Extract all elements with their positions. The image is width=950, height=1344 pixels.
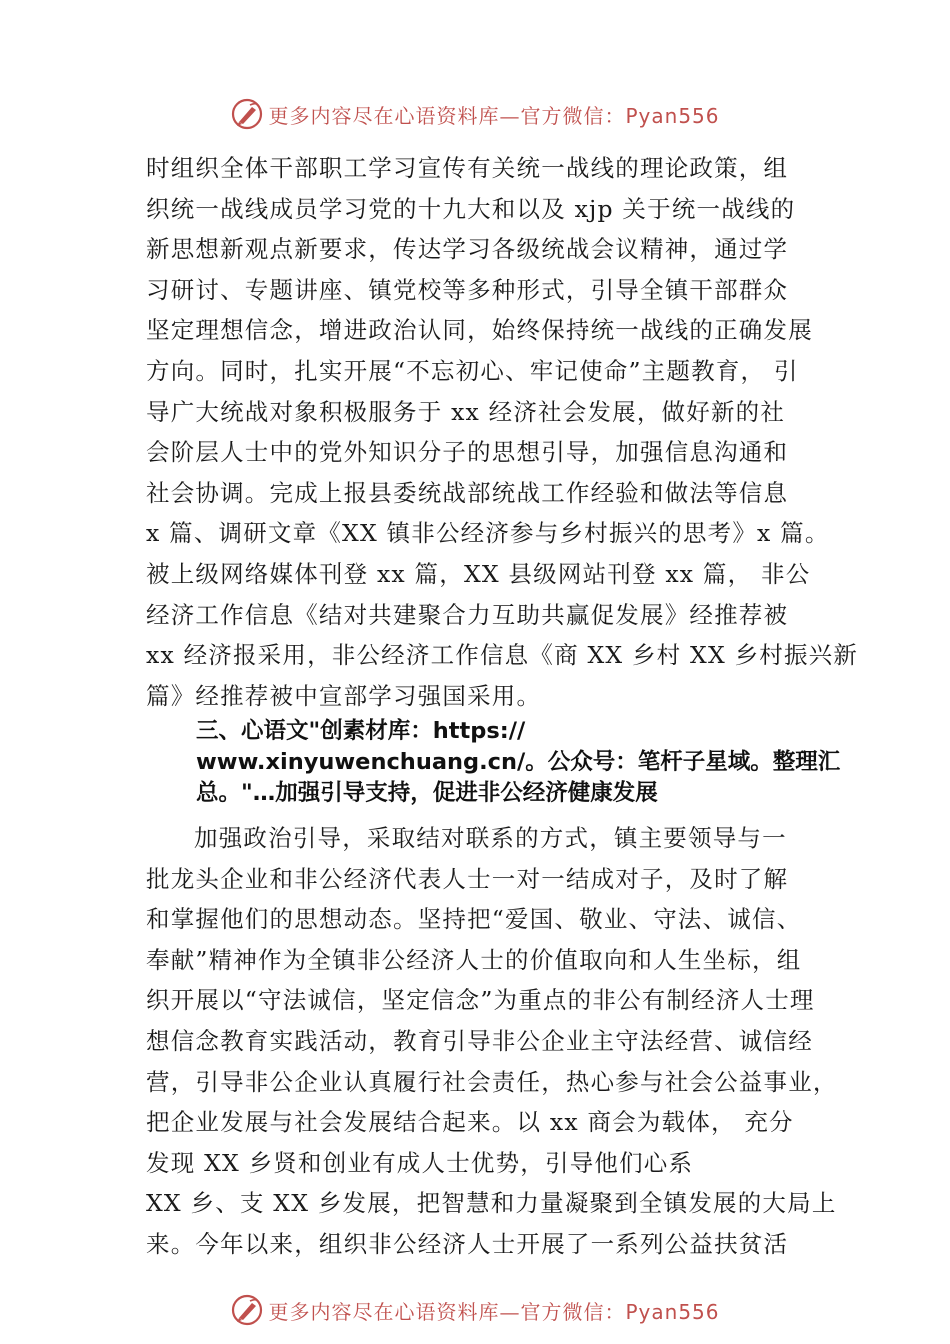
text-line: 织统一战线成员学习党的十九大和以及 xjp 关于统一战线的: [146, 194, 796, 223]
footer-watermark-text: 更多内容尽在心语资料库—官方微信：Pyan556: [268, 1299, 720, 1324]
text-line: xx 经济报采用，非公经济工作信息《商 XX 乡村 XX 乡村振兴新: [146, 641, 859, 670]
text-line: XX 乡、支 XX 乡发展，把智慧和力量凝聚到全镇发展的大局上: [146, 1189, 837, 1218]
header-watermark-text: 更多内容尽在心语资料库—官方微信：Pyan556: [268, 103, 720, 128]
heading-line: www.xinyuwenchuang.cn/。公众号：笔杆子星域。整理汇: [196, 749, 841, 775]
text-line: 新思想新观点新要求，传达学习各级统战会议精神，通过学: [146, 235, 789, 264]
pen-logo-icon: [230, 97, 264, 131]
heading-line: 三、心语文"创素材库：https://: [196, 718, 526, 744]
text-line: 营，引导非公企业认真履行社会责任，热心参与社会公益事业，: [146, 1067, 838, 1096]
text-line: 经济工作信息《结对共建聚合力互助共赢促发展》经推荐被: [146, 600, 789, 629]
text-line: 方向。同时，扎实开展“不忘初心、牢记使命”主题教育， 引: [146, 356, 799, 385]
pen-logo-icon: [230, 1293, 264, 1327]
text-line: 批龙头企业和非公经济代表人士一对一结成对子，及时了解: [146, 864, 789, 893]
text-line: 时组织全体干部职工学习宣传有关统一战线的理论政策，组: [146, 154, 789, 182]
text-line: 奉献”精神作为全镇非公经济人士的价值取向和人生坐标，组: [146, 945, 802, 974]
text-line: 和掌握他们的思想动态。坚持把“爱国、敬业、守法、诚信、: [146, 905, 802, 934]
section-heading: [196, 716, 856, 809]
text-line: 发现 XX 乡贤和创业有成人士优势，引导他们心系: [146, 1148, 694, 1177]
header-watermark-banner: [0, 94, 950, 134]
heading-line: 总。"…加强引导支持，促进非公经济健康发展: [196, 780, 658, 806]
text-line: 篇》经推荐被中宣部学习强国采用。: [146, 681, 542, 710]
paragraph-2: [146, 818, 846, 1265]
text-line: 导广大统战对象积极服务于 xx 经济社会发展，做好新的社: [146, 397, 786, 426]
text-line: 织开展以“守法诚信，坚定信念”为重点的非公有制经济人士理: [146, 986, 815, 1015]
paragraph-1: [146, 148, 859, 716]
header-wechat-id: Pyan556: [625, 103, 720, 128]
text-line: 会阶层人士中的党外知识分子的思想引导，加强信息沟通和: [146, 438, 789, 467]
text-line: x 篇、调研文章《XX 镇非公经济参与乡村振兴的思考》x 篇。: [146, 519, 830, 548]
text-line: 把企业发展与社会发展结合起来。以 xx 商会为载体， 充分: [146, 1108, 794, 1137]
text-line: 坚定理想信念，增进政治认同，始终保持统一战线的正确发展: [146, 316, 813, 345]
text-line: 来。今年以来，组织非公经济人士开展了一系列公益扶贫活: [146, 1229, 789, 1258]
footer-watermark-banner: [0, 1290, 950, 1330]
text-line: 想信念教育实践活动，教育引导非公企业主守法经营、诚信经: [146, 1026, 813, 1055]
text-line: 习研讨、专题讲座、镇党校等多种形式，引导全镇干部群众: [146, 275, 789, 304]
text-line: 加强政治引导，采取结对联系的方式，镇主要领导与一: [194, 824, 787, 852]
text-line: 社会协调。完成上报县委统战部统战工作经验和做法等信息: [146, 478, 789, 507]
footer-wechat-id: Pyan556: [625, 1299, 720, 1324]
text-line: 被上级网络媒体刊登 xx 篇，XX 县级网站刊登 xx 篇， 非公: [146, 559, 811, 588]
